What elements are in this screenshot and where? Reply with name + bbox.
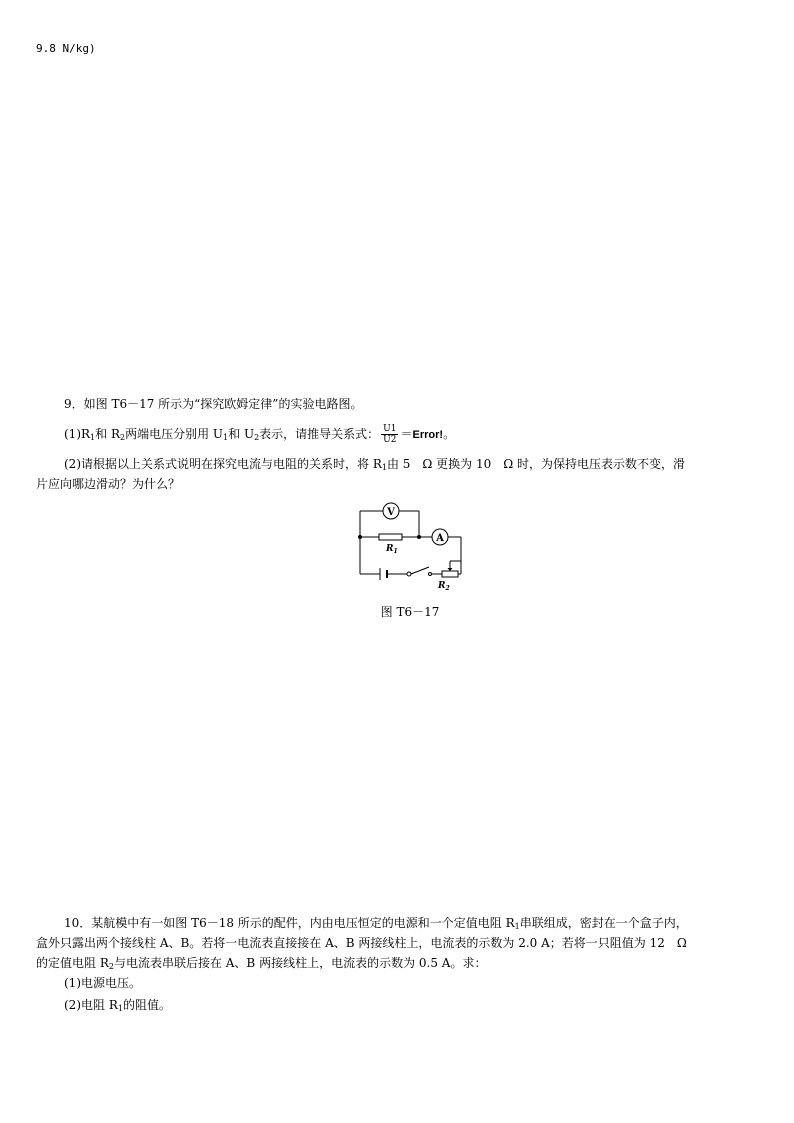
r2-label: $R_2$ — [438, 581, 450, 592]
q10-line3: 的定值电阻 $R_2$与电流表串联后接在 A、B 两接线柱上，电流表的示数为 0.5 A。求： — [36, 956, 487, 971]
junction-right — [417, 535, 421, 539]
switch-contact-left — [407, 572, 411, 576]
switch-contact-right — [429, 573, 432, 576]
error-field: Error! — [412, 429, 444, 441]
q10-line2: 盒外只露出两个接线柱 A、B。若将一电流表直接接在 A、B 两接线柱上，电流表的示数为 2.0 A；若将一只阻值为 12 Ω — [36, 936, 687, 950]
figure-caption: 图 T6－17 — [380, 605, 440, 619]
voltmeter-label: V — [387, 507, 395, 518]
rheostat-r2 — [442, 571, 458, 577]
q10-line1: 10．某航模中有一如图 T6－18 所示的配件，内由电压恒定的电源和一个定值电阻 $R_1$串联组成，密封在一个盒子内， — [64, 916, 688, 931]
r1-label: $R_1$ — [386, 544, 398, 555]
q10-line5: (2)电阻 $R_1$的阻值。 — [64, 998, 171, 1013]
ratio-fraction: $\frac{U1}{U2}$ — [383, 424, 397, 445]
resistor-r1 — [379, 534, 402, 540]
circuit-diagram — [350, 500, 470, 595]
q10-line4: (1)电源电压。 — [64, 976, 141, 990]
q9-part2-line2: 片应向哪边滑动？为什么？ — [36, 477, 181, 491]
top-fragment: 9.8 N/kg) — [36, 42, 96, 55]
q9-stem: 9．如图 T6－17 所示为“探究欧姆定律”的实验电路图。 — [64, 397, 363, 411]
q9-part2-line1: (2)请根据以上关系式说明在探究电流与电阻的关系时，将 $R_1$由 5 Ω 更换为 10 Ω 时，为保持电压表示数不变，滑 — [64, 457, 686, 472]
q9-part1: $(1)R_1$和 $R_2$两端电压分别用 $U_1$和 $U_2$表示，请推导关系式： $\frac{U1}{U2}$ ＝Error!。 — [64, 424, 456, 445]
junction-left — [358, 535, 362, 539]
ammeter-label: A — [436, 533, 444, 544]
